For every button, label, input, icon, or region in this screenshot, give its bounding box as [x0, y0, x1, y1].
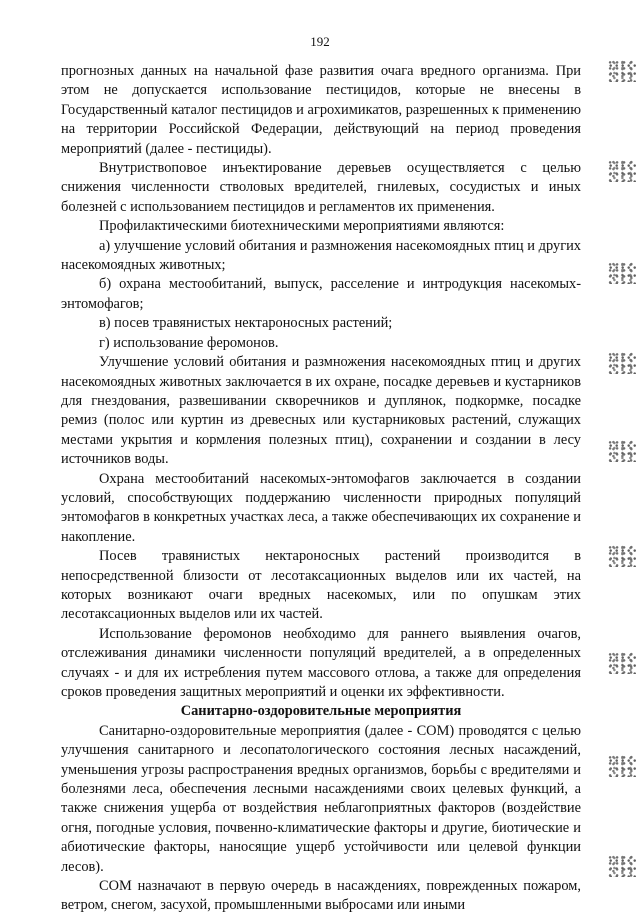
scan-artifact: [608, 160, 636, 182]
paragraph: Использование феромонов необходимо для раннего выявления очагов, отслеживания динамики численности популяций вредителей, а в определенных случаях - и для их истребления путем массового отлова, а также для определения сроков проведения защитных мероприятий и оценки их эффективности.: [61, 625, 581, 700]
list-item: г) использование феромонов.: [99, 334, 279, 351]
scan-artifact: [608, 855, 636, 877]
scan-artifact: [608, 755, 636, 777]
paragraph: СОМ назначают в первую очередь в насаждениях, поврежденных пожаром, ветром, снегом, засухой, промышленными выбросами или иными: [61, 878, 581, 914]
section-heading: Санитарно-оздоровительные мероприятия: [180, 703, 462, 720]
list-item: б) охрана местообитаний, выпуск, расселение и интродукция насекомых-энтомофагов;: [61, 276, 581, 312]
scan-artifact: [608, 60, 636, 82]
paragraph: Внутриствоповое инъектирование деревьев осуществляется с целью снижения численности стволовых вредителей, гнилевых, сосудистых и иных болезней с использованием пестицидов и регламентов их применения.: [61, 160, 581, 215]
paragraph: Улучшение условий обитания и размножения насекомоядных птиц и других насекомоядных животных заключается в их охране, посадке деревьев и кустарников для гнездования, развешивании скворечников и дуплянок, подкормке, посадке ремиз (полос или куртин из древесных или кустарниковых растений, служащих местами укрытия и кормления полезных птиц), сохранении и создании в лесу источников воды.: [61, 354, 581, 468]
scan-artifact: [608, 440, 636, 462]
paragraph: Охрана местообитаний насекомых-энтомофагов заключается в создании условий, способствующих поддержанию численности природных популяций энтомофагов в конкретных участках леса, а также обеспечивающих их сохранение и накопление.: [61, 470, 581, 545]
scan-artifact: [608, 545, 636, 567]
scan-artifact: [608, 352, 636, 374]
scan-artifact: [608, 652, 636, 674]
page-body: [61, 62, 581, 916]
scan-artifact: [608, 262, 636, 284]
list-item: в) посев травянистых нектароносных растений;: [99, 315, 393, 332]
paragraph: Профилактическими биотехническими мероприятиями являются:: [99, 218, 505, 235]
page-number: 192: [310, 34, 330, 49]
paragraph: Посев травянистых нектароносных растений производится в непосредственной близости от лесотаксационных выделов или их частей, на которых возникают очаги вредных насекомых, или по опушкам этих лесотаксационных выделов или их частей.: [61, 548, 581, 623]
paragraph: Санитарно-оздоровительные мероприятия (далее - СОМ) проводятся с целью улучшения санитарного и лесопатологического состояния лесных насаждений, уменьшения угрозы распространения вредных организмов, борьбы с вредителями и болезнями леса, обеспечения лесными насаждениями своих целевых функций, а также снижения ущерба от воздействия неблагоприятных факторов (воздействие огня, погодные условия, почвенно-климатические факторы и другие, биотические и абиотические факторы, наносящие ущерб устойчивости или целевой функции лесов).: [61, 722, 581, 875]
paragraph: прогнозных данных на начальной фазе развития очага вредного организма. При этом не допускается использование пестицидов, которые не внесены в Государственный каталог пестицидов и агрохимикатов, разрешенных к применению на территории Российской Федерации, действующий на период проведения мероприятий (далее - пестициды).: [61, 63, 581, 157]
list-item: а) улучшение условий обитания и размножения насекомоядных птиц и других насекомоядных животных;: [61, 237, 581, 274]
